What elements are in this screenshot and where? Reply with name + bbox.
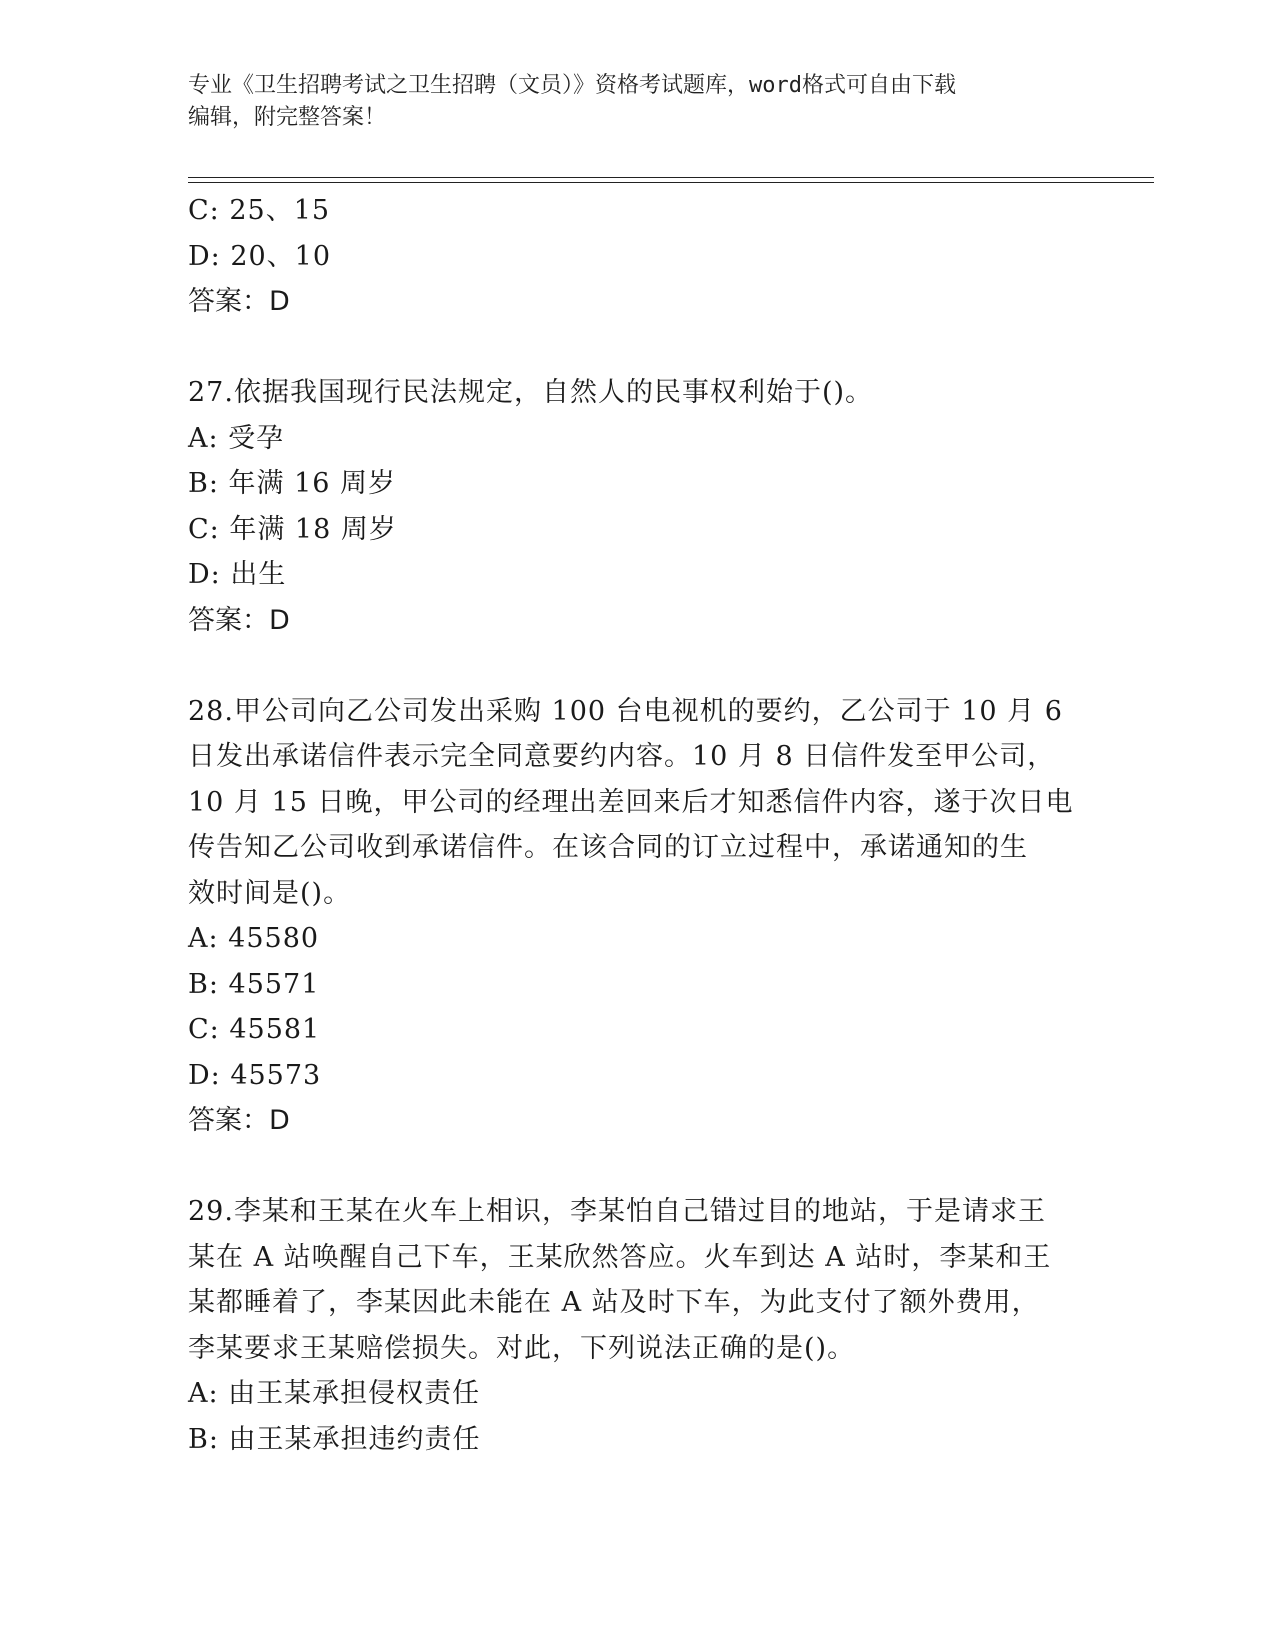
question-stem-line: 10 月 15 日晚，甲公司的经理出差回来后才知悉信件内容，遂于次日电 (188, 786, 1074, 818)
question-stem-line: 某都睡着了，李某因此未能在 A 站及时下车，为此支付了额外费用， (188, 1287, 1040, 1318)
option-d: D: 出生 (188, 559, 287, 590)
spacer (188, 325, 1088, 371)
spacer (188, 643, 1088, 689)
header-line-1: 专业《卫生招聘考试之卫生招聘（文员）》资格考试题库，word格式可自由下载 (188, 73, 956, 98)
question-26-tail (188, 188, 1088, 325)
option-b: B: 由王某承担违约责任 (188, 1423, 481, 1455)
option-c: C: 年满 18 周岁 (188, 513, 397, 545)
question-stem-line: 效时间是()。 (188, 877, 352, 909)
question-stem-line: 某在 A 站唤醒自己下车，王某欣然答应。火车到达 A 站时，李某和王 (188, 1241, 1052, 1273)
question-stem-line: 传告知乙公司收到承诺信件。在该合同的订立过程中，承诺通知的生 (188, 832, 1028, 863)
option-c: C: 45581 (188, 1014, 321, 1045)
option-d: D: 20、10 (188, 240, 332, 272)
question-stem-line: 29.李某和王某在火车上相识，李某怕自己错过目的地站，于是请求王 (188, 1196, 1046, 1227)
answer-line: 答案：D (188, 604, 290, 636)
answer-line: 答案：D (188, 286, 290, 317)
document-header (188, 70, 1068, 134)
option-a: A: 受孕 (188, 422, 285, 454)
question-stem-line: 日发出承诺信件表示完全同意要约内容。10 月 8 日信件发至甲公司， (188, 741, 1056, 772)
header-divider-bottom (188, 182, 1154, 183)
question-27 (188, 370, 1088, 643)
option-b: B: 年满 16 周岁 (188, 468, 397, 499)
question-stem-line: 28.甲公司向乙公司发出采购 100 台电视机的要约，乙公司于 10 月 6 (188, 695, 1063, 727)
question-stem-line: 李某要求王某赔偿损失。对此，下列说法正确的是()。 (188, 1332, 856, 1364)
question-stem: 27.依据我国现行民法规定，自然人的民事权利始于()。 (188, 377, 874, 408)
option-a: A: 由王某承担侵权责任 (188, 1378, 481, 1409)
question-list (188, 188, 1088, 1462)
header-divider-top (188, 177, 1154, 178)
option-a: A: 45580 (188, 923, 320, 954)
header-line-2: 编辑，附完整答案！ (188, 105, 387, 130)
spacer (188, 1144, 1088, 1190)
question-29 (188, 1189, 1088, 1462)
option-d: D: 45573 (188, 1059, 322, 1091)
option-c: C: 25、15 (188, 195, 331, 226)
option-b: B: 45571 (188, 968, 320, 1000)
question-28 (188, 689, 1088, 1144)
answer-line: 答案：D (188, 1105, 290, 1136)
